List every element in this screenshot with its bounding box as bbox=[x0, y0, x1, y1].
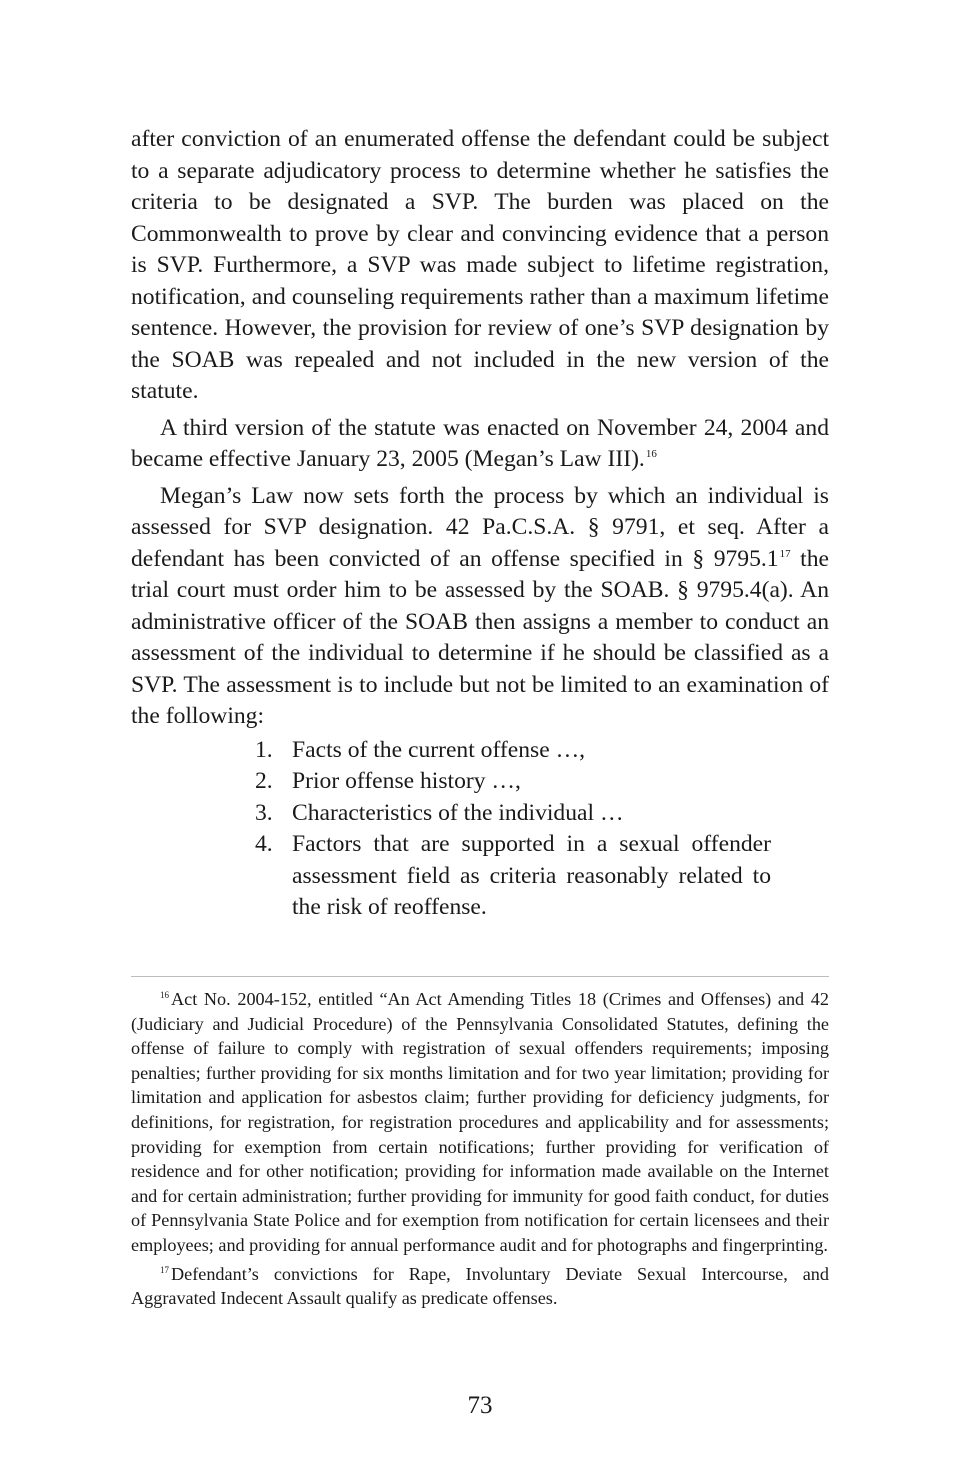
footnotes bbox=[131, 987, 829, 1311]
paragraph-1: after conviction of an enumerated offense the defendant could be subject to a separate adjudicatory process to determine whether he satisfies the criteria to be designated a SVP. The burden was placed on the Commonwealth to prove by clear and convincing evidence that a person is SVP. Furthermore, a SVP was made subject to lifetime registration, notification, and counseling requirements rather than a maximum lifetime sentence. However, the provision for review of one’s SVP designation by the SOAB was repealed and not included in the new version of the statute. bbox=[131, 126, 829, 404]
paragraph-2-text: A third version of the statute was enacted on November 24, 2004 and became effective January 23, 2005 (Megan’s Law III). bbox=[131, 414, 829, 472]
footnote-ref-16: 16 bbox=[645, 448, 657, 460]
list-item-number: 2. bbox=[255, 768, 273, 794]
footnote-divider bbox=[131, 976, 829, 977]
list-item bbox=[255, 829, 771, 924]
paragraph-3 bbox=[131, 481, 829, 733]
list-item bbox=[255, 735, 771, 767]
list-item-text: Characteristics of the individual … bbox=[292, 799, 624, 826]
list-item-number: 3. bbox=[255, 799, 273, 826]
footnote-17 bbox=[131, 1262, 829, 1311]
list-item-number: 4. bbox=[255, 831, 273, 857]
footnote-17-text: Defendant’s convictions for Rape, Involuntary Deviate Sexual Intercourse, and Aggravated Indecent Assault qualify as predicate offenses. bbox=[131, 1263, 829, 1309]
paragraph-2 bbox=[131, 413, 829, 476]
list-item bbox=[255, 766, 771, 798]
footnote-16 bbox=[131, 987, 829, 1258]
footnote-mark-17: 17 bbox=[160, 1264, 169, 1275]
paragraph-3-text-b: the trial court must order him to be assessed by the SOAB. § 9795.4(a). An administrative officer of the SOAB then assigns a member to conduct an assessment of the individual to determine if he should be classified as a SVP. The assessment is to include but not be limited to an examination of the following: bbox=[131, 545, 829, 729]
assessment-criteria-list bbox=[131, 735, 829, 924]
list-item-number: 1. bbox=[255, 736, 273, 763]
list-item-text: Facts of the current offense …, bbox=[292, 736, 586, 763]
list-item bbox=[255, 798, 771, 830]
list-item-text: Factors that are supported in a sexual offender assessment field as criteria reasonably related to the risk of reoffense. bbox=[292, 831, 771, 920]
page-number: 73 bbox=[467, 1392, 493, 1419]
footnote-ref-17: 17 bbox=[779, 547, 791, 560]
footnote-16-text: Act No. 2004-152, entitled “An Act Amending Titles 18 (Crimes and Offenses) and 42 (Judiciary and Judicial Procedure) of the Pennsylvania Consolidated Statutes, defining the offense of failure to comply with registration of sexual offenders requirements; imposing penalties; further providing for six months limitation and for two year limitation; providing for limitation and application for asbestos claim; further providing for deficiency judgments, for definitions, for registration, for registration procedures and applicability and for assessments; providing for exemption from certain notifications; further providing for verification of residence and for other notification; providing for information made available on the Internet and for certain administration; further providing for immunity for good faith conduct, for duties of Pennsylvania State Police and for exemption from notification for certain licensees and their employees; and providing for annual performance audit and for photographs and fingerprinting. bbox=[131, 989, 829, 1255]
body-text bbox=[131, 124, 829, 924]
footnote-mark-16: 16 bbox=[160, 990, 169, 1000]
paragraph-3-text-a: Megan’s Law now sets forth the process by which an individual is assessed for SVP designation. 42 Pa.C.S.A. § 9791, et seq. After a defendant has been convicted of an offense specified in § 9795.1 bbox=[131, 482, 829, 572]
list-item-text: Prior offense history …, bbox=[292, 768, 521, 794]
